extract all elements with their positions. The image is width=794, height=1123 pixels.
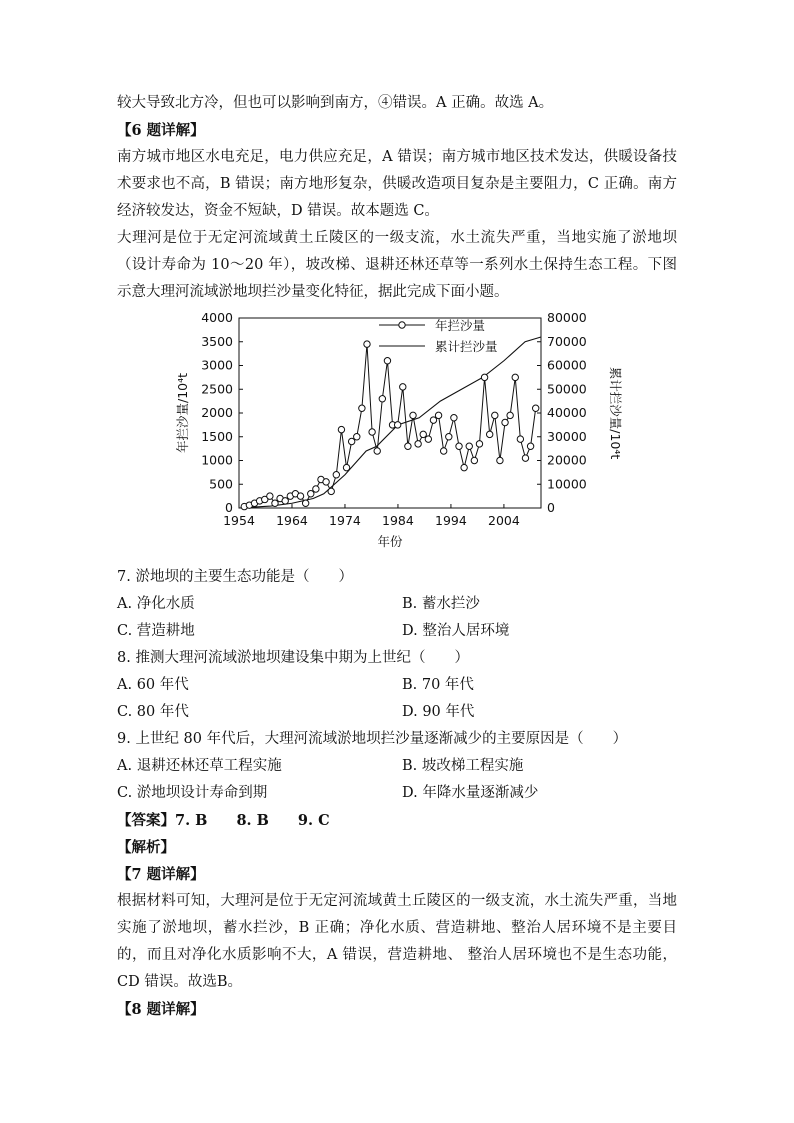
annual-point bbox=[313, 486, 319, 492]
option-9b: B. 坡改梯工程实施 bbox=[402, 758, 524, 774]
option-7a: A. 净化水质 bbox=[117, 596, 195, 612]
left-tick-label: 3500 bbox=[201, 333, 233, 349]
annual-point bbox=[420, 431, 426, 437]
question-7-options bbox=[117, 591, 677, 645]
legend-cumulative-label: 累计拦沙量 bbox=[435, 339, 498, 354]
left-tick-label: 2000 bbox=[201, 405, 233, 420]
annual-point bbox=[481, 374, 487, 380]
annual-point bbox=[410, 412, 416, 418]
annual-point bbox=[354, 434, 360, 440]
left-tick-label: 4000 bbox=[201, 310, 233, 325]
option-9a: A. 退耕还林还草工程实施 bbox=[117, 758, 282, 774]
answer-line: 【答案】7. B 8. B 9. C bbox=[117, 812, 330, 829]
annual-point bbox=[405, 443, 411, 449]
annual-point bbox=[374, 448, 380, 454]
annual-point bbox=[456, 443, 462, 449]
right-tick-label: 0 bbox=[547, 500, 555, 515]
paragraph-q6-explanation: 南方城市地区水电充足，电力供应充足，A 错误；南方城市地区技术发达，供暖设备技术要求也不高，B 错误；南方地形复杂，供暖改造项目复杂是主要阻力，C 正确。南方经济较发达，资金不短缺，D 错误。故本题选 C。 bbox=[117, 149, 677, 219]
annual-point bbox=[415, 441, 421, 447]
left-tick-label: 1000 bbox=[201, 452, 233, 468]
annual-point bbox=[507, 412, 513, 418]
question-8: 8. 推测大理河流域淤地坝建设集中期为上世纪（ ） bbox=[117, 650, 469, 666]
right-tick-label: 70000 bbox=[547, 333, 587, 349]
annual-point bbox=[384, 358, 390, 364]
x-tick-label: 1964 bbox=[276, 513, 308, 528]
left-tick-label: 500 bbox=[209, 476, 233, 492]
annual-point bbox=[446, 434, 452, 440]
right-tick-label: 80000 bbox=[547, 310, 587, 325]
annual-point bbox=[466, 443, 472, 449]
legend-annual-swatch-point bbox=[399, 322, 405, 328]
annual-point bbox=[369, 429, 375, 435]
x-tick-label: 1984 bbox=[382, 513, 414, 528]
annual-point bbox=[440, 448, 446, 454]
document-page bbox=[117, 90, 677, 1023]
annual-point bbox=[333, 472, 339, 478]
annual-point bbox=[282, 498, 288, 504]
left-tick-label: 0 bbox=[225, 500, 233, 515]
option-8d: D. 90 年代 bbox=[402, 704, 475, 720]
legend-annual-label: 年拦沙量 bbox=[435, 318, 486, 333]
right-tick-label: 10000 bbox=[547, 476, 587, 492]
annual-point bbox=[328, 488, 334, 494]
annual-point bbox=[297, 493, 303, 499]
left-axis-title: 年拦沙量/10⁴t bbox=[175, 372, 190, 454]
annual-point bbox=[476, 441, 482, 447]
option-7b: B. 蓄水拦沙 bbox=[402, 596, 480, 612]
annual-point bbox=[486, 431, 492, 437]
heading-q8-detail: 【8 题详解】 bbox=[117, 1001, 205, 1018]
annual-point bbox=[359, 405, 365, 411]
annual-point bbox=[435, 412, 441, 418]
annual-point bbox=[502, 419, 508, 425]
annual-point bbox=[343, 464, 349, 470]
option-8c: C. 80 年代 bbox=[117, 704, 189, 720]
annual-point bbox=[272, 500, 278, 506]
x-tick-label: 1954 bbox=[223, 513, 255, 528]
paragraph-material-intro: 大理河是位于无定河流域黄土丘陵区的一级支流，水土流失严重，当地实施了淤地坝（设计寿命为 10～20 年），坡改梯、退耕还林还草等一系列水土保持生态工程。下图示意大理河流域淤地坝拦沙量变化特征，据此完成下面小题。 bbox=[117, 230, 677, 300]
option-7c: C. 营造耕地 bbox=[117, 623, 195, 639]
option-8b: B. 70 年代 bbox=[402, 677, 474, 693]
right-tick-label: 60000 bbox=[547, 357, 587, 373]
x-tick-label: 1974 bbox=[329, 513, 361, 528]
heading-q6-detail: 【6 题详解】 bbox=[117, 122, 205, 139]
annual-point bbox=[497, 457, 503, 463]
option-7d: D. 整治人居环境 bbox=[402, 623, 510, 639]
annual-point bbox=[394, 422, 400, 428]
option-8a: A. 60 年代 bbox=[117, 677, 189, 693]
annual-point bbox=[364, 341, 370, 347]
annual-point bbox=[522, 455, 528, 461]
annual-point bbox=[461, 464, 467, 470]
annual-point bbox=[379, 396, 385, 402]
annual-point bbox=[512, 374, 518, 380]
paragraph-prev-end: 较大导致北方冷，但也可以影响到南方，④错误。A 正确。故选 A。 bbox=[117, 95, 554, 111]
left-tick-label: 3000 bbox=[201, 357, 233, 373]
annual-point bbox=[267, 493, 273, 499]
annual-point bbox=[323, 479, 329, 485]
annual-point bbox=[492, 412, 498, 418]
chart-svg bbox=[117, 308, 677, 558]
annual-point bbox=[517, 436, 523, 442]
annual-point bbox=[471, 457, 477, 463]
annual-point bbox=[425, 436, 431, 442]
annual-point bbox=[527, 443, 533, 449]
left-tick-label: 2500 bbox=[201, 381, 233, 397]
question-8-options bbox=[117, 672, 677, 726]
option-9c: C. 淤地坝设计寿命到期 bbox=[117, 785, 268, 801]
option-9d: D. 年降水量逐渐减少 bbox=[402, 785, 539, 801]
heading-q7-detail: 【7 题详解】 bbox=[117, 866, 205, 883]
annual-point bbox=[430, 417, 436, 423]
annual-point bbox=[400, 384, 406, 390]
right-tick-label: 50000 bbox=[547, 381, 587, 397]
question-9-options bbox=[117, 753, 677, 807]
annual-point bbox=[338, 426, 344, 432]
right-tick-label: 30000 bbox=[547, 428, 587, 444]
annual-point bbox=[533, 405, 539, 411]
question-9: 9. 上世纪 80 年代后，大理河流域淤地坝拦沙量逐渐减少的主要原因是（ ） bbox=[117, 731, 628, 747]
annual-point bbox=[348, 438, 354, 444]
annual-point bbox=[308, 491, 314, 497]
annual-point bbox=[451, 415, 457, 421]
x-tick-label: 2004 bbox=[488, 513, 520, 528]
right-tick-label: 20000 bbox=[547, 452, 587, 468]
sediment-chart bbox=[117, 308, 677, 558]
paragraph-q7-explanation: 根据材料可知，大理河是位于无定河流域黄土丘陵区的一级支流，水土流失严重，当地实施了淤地坝，蓄水拦沙，B 正确；净化水质、营造耕地、整治人居环境不是主要目的，而且对净化水质影响不大，A 错误，营造耕地、 整治人居环境也不是生态功能，CD 错误。故选B。 bbox=[117, 893, 677, 990]
annual-point bbox=[302, 500, 308, 506]
question-7: 7. 淤地坝的主要生态功能是（ ） bbox=[117, 569, 353, 585]
x-axis-title: 年份 bbox=[377, 534, 403, 549]
analysis-heading: 【解析】 bbox=[117, 839, 175, 856]
right-axis-title: 累计拦沙量/10⁴t bbox=[608, 366, 623, 460]
left-tick-label: 1500 bbox=[201, 428, 233, 444]
right-tick-label: 40000 bbox=[547, 405, 587, 420]
x-tick-label: 1994 bbox=[435, 513, 467, 528]
